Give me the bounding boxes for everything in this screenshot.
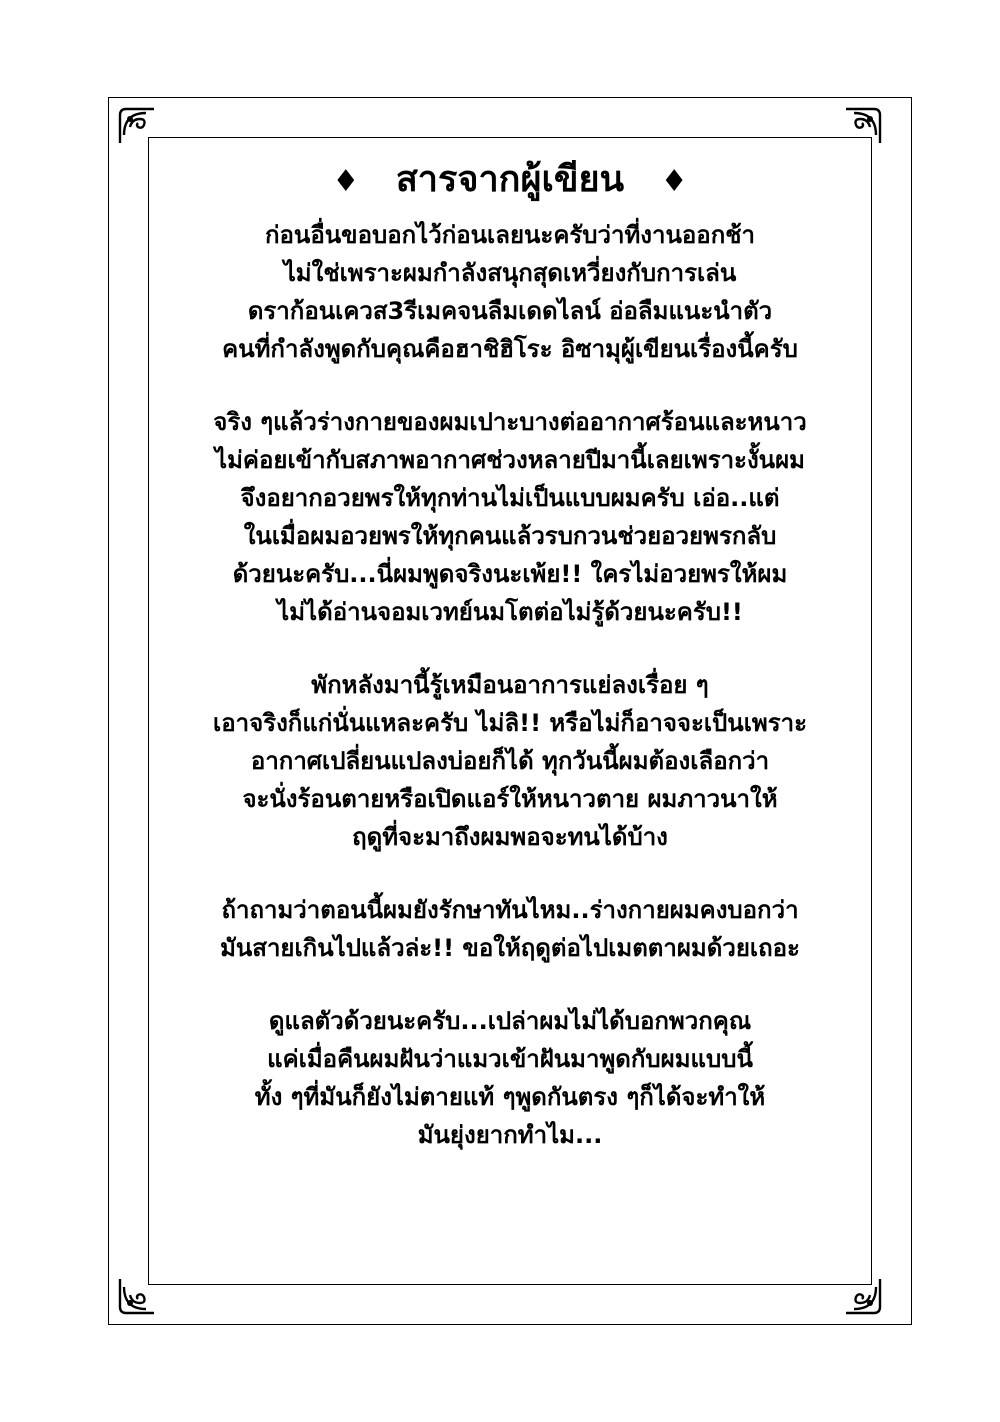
text-line: ด้วยนะครับ...นี่ผมพูดจริงนะเพ้ย!! ใครไม่อวยพรให้ผม [232,560,788,588]
paragraph-4 [150,891,870,967]
text-line: แค่เมื่อคืนผมฝันว่าแมวเข้าฝันมาพูดกับผมแบบนี้ [267,1045,753,1073]
text-line: จึงอยากอวยพรให้ทุกท่านไม่เป็นแบบผมครับ เอ่อ..แต่ [240,484,780,512]
text-line: ทั้ง ๆที่มันก็ยังไม่ตายแท้ ๆพูดกันตรง ๆก็ได้จะทำให้ [254,1083,766,1111]
text-line: ไม่ได้อ่านจอมเวทย์นมโตต่อไม่รู้ด้วยนะครับ!! [277,598,743,626]
text-line: จริง ๆแล้วร่างกายของผมเปาะบางต่ออากาศร้อนและหนาว [213,408,807,436]
paragraph-2 [150,403,870,631]
paragraph-3 [150,666,870,856]
text-line: จะนั่งร้อนตายหรือเปิดแอร์ให้หนาวตาย ผมภาวนาให้ [242,785,778,813]
paragraph-1 [150,216,870,368]
text-line: ฤดูที่จะมาถึงผมพอจะทนได้บ้าง [352,823,668,851]
corner-flourish-icon [116,1275,158,1317]
corner-flourish-icon [842,105,884,147]
text-line: พักหลังมานี้รู้เหมือนอาการแย่ลงเรื่อย ๆ [311,671,709,699]
text-line: ดราก้อนเควส3รีเมคจนลืมเดดไลน์ อ่อลืมแนะนำตัว [247,297,773,325]
text-line: เอาจริงก็แก่นั่นแหละครับ ไม่ลิ!! หรือไม่ก็อาจจะเป็นเพราะ [213,709,807,737]
text-line: ก่อนอื่นขอบอกไว้ก่อนเลยนะครับว่าที่งานออกช้า [264,221,756,249]
text-line: ไม่ใช่เพราะผมกำลังสนุกสุดเหวี่ยงกับการเล่น [283,259,737,287]
diamond-icon: ♦ [660,164,688,199]
text-line: ไม่ค่อยเข้ากับสภาพอากาศช่วงหลายปีมานี้เลยเพราะงั้นผม [215,446,805,474]
text-line: ในเมื่อผมอวยพรให้ทุกคนแล้วรบกวนช่วยอวยพรกลับ [243,522,777,550]
corner-flourish-icon [842,1275,884,1317]
text-line: คนที่กำลังพูดกับคุณคือฮาชิฮิโระ อิซามุผู้เขียนเรื่องนี้ครับ [222,335,798,363]
text-line: มันสายเกินไปแล้วล่ะ!! ขอให้ฤดูต่อไปเมตตาผมด้วยเถอะ [220,934,800,962]
letter-content [150,150,870,1189]
title-text: สารจากผู้เขียน [395,159,625,200]
diamond-icon: ♦ [332,164,360,199]
text-line: ถ้าถามว่าตอนนี้ผมยังรักษาทันไหม..ร่างกายผมคงบอกว่า [221,896,799,924]
text-line: มันยุ่งยากทำไม... [417,1121,603,1149]
corner-flourish-icon [116,105,158,147]
page-title [150,150,870,210]
text-line: ดูแลตัวด้วยนะครับ...เปล่าผมไม่ได้บอกพวกคุณ [268,1007,752,1035]
text-line: อากาศเปลี่ยนแปลงบ่อยก็ได้ ทุกวันนี้ผมต้องเลือกว่า [250,747,770,775]
paragraph-5 [150,1002,870,1154]
